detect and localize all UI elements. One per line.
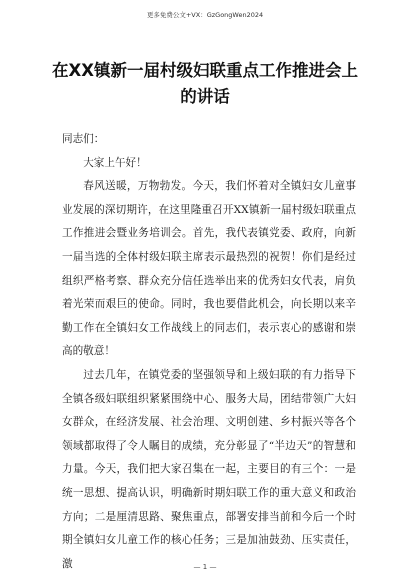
salutation: 同志们： (62, 133, 105, 145)
paragraph: 过去几年，在镇党委的坚强领导和上级妇联的有力指导下全镇各级妇联组织紧紧围绕中心、服务大局，团结带领广大妇女群众，在经济发展、社会治理、文明创建、乡村振兴等各个领域都取得了令人瞩目的成绩，充分彰显了“半边天”的智慧和力量。今天，我们把大家召集在一起，主要目的有三个：一是统一思想、提高认识，明确新时期妇联工作的重大意义和政治方向；二是厘清思路、聚焦重点，部署安排当前和今后一个时期全镇妇女儿童工作的核心任务；三是加油鼓劲、压实责任，激 (62, 368, 356, 570)
greeting: 大家上午好！ (83, 156, 147, 169)
document-title: 在XX镇新一届村级妇联重点工作推进会上的讲话 (52, 61, 358, 106)
paragraph: 春风送暖，万物勃发。今天，我们怀着对全镇妇女儿童事业发展的深切期许，在这里隆重召开XX镇新一届村级妇联重点工作推进会暨业务培训会。首先，我代表镇党委、政府，向新一届当选的全体村级妇联主席表示最热烈的祝贺！你们是经过组织严格考察、群众充分信任选举出来的优秀妇女代表，肩负着光荣而艰巨的使命。同时，我也要借此机会，向长期以来辛勤工作在全镇妇女工作战线上的同志们，表示衷心的感谢和崇高的敬意！ (62, 180, 356, 358)
page-number: — 1 — (193, 563, 217, 571)
document-body (62, 128, 356, 576)
header-note: 更多免费公文+VX：GzGongWen2024 (146, 11, 264, 19)
